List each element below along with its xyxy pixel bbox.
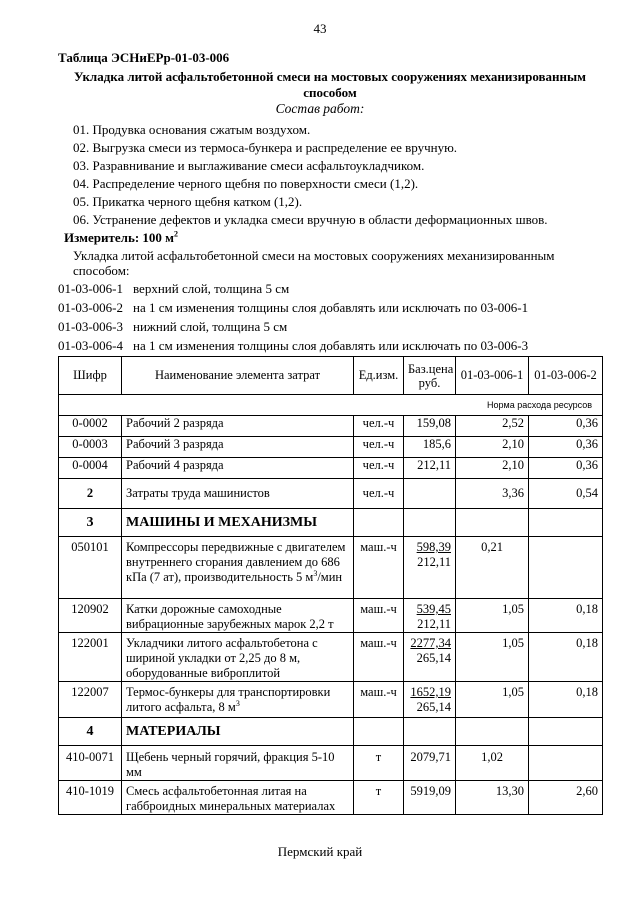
cell-unit: чел.-ч [354, 479, 404, 509]
table-row [59, 682, 603, 718]
cell-variant-2: 0,18 [529, 682, 603, 718]
cell-variant-2: 0,18 [529, 599, 603, 633]
cell-code: 122001 [59, 633, 122, 682]
work-item: 01. Продувка основания сжатым воздухом. [73, 122, 311, 137]
cell-variant-2 [529, 746, 603, 781]
section-row [59, 479, 603, 509]
cell-code: 120902 [59, 599, 122, 633]
cell-variant-2 [529, 537, 603, 599]
cell-price: 185,6 [404, 437, 456, 458]
variant-text: верхний слой, толщина 5 см [133, 281, 290, 296]
header-price: Баз.цена руб. [404, 357, 456, 395]
footer-region: Пермский край [277, 844, 363, 859]
cell-variant-2: 0,18 [529, 633, 603, 682]
section-number: 3 [59, 509, 122, 537]
variant-text: нижний слой, толщина 5 см [133, 319, 288, 334]
cell-unit: чел.-ч [354, 458, 404, 479]
cell-unit: чел.-ч [354, 416, 404, 437]
cell-price: 159,08 [404, 416, 456, 437]
section-name: Затраты труда машинистов [122, 479, 354, 509]
work-item: 06. Устранение дефектов и укладка смеси вручную в области деформационных швов. [73, 212, 548, 227]
variant-code: 01-03-006-3 [58, 319, 123, 334]
works-list [73, 121, 548, 229]
cell-variant-1: 1,05 [456, 633, 529, 682]
cell-unit: маш.-ч [354, 633, 404, 682]
variant-item [58, 336, 528, 355]
cell-code: 122007 [59, 682, 122, 718]
cell-name: Термос-бункеры для транспортировки литого асфальта, 8 $м^3$ [122, 682, 354, 718]
cell-variant-1: 1,05 [456, 682, 529, 718]
cell-price: $\frac{2277,34}{265,14}$ [404, 633, 456, 682]
work-item: 04. Распределение черного щебня по поверхности смеси (1,2). [73, 176, 419, 191]
section-row [59, 509, 603, 537]
cell-variant-2: 2,60 [529, 781, 603, 815]
work-item: 02. Выгрузка смеси из термоса-бункера и распределение ее вручную. [73, 140, 458, 155]
cell-variant-1: 2,52 [456, 416, 529, 437]
cell-unit: т [354, 746, 404, 781]
table-row [59, 746, 603, 781]
cell-variant-1: 3,36 [456, 479, 529, 509]
resource-table [58, 356, 603, 815]
cell-name: Рабочий 3 разряда [122, 437, 354, 458]
cell-code: 0-0004 [59, 458, 122, 479]
cell-variant-2: 0,36 [529, 416, 603, 437]
section-name: МАТЕРИАЛЫ [122, 718, 354, 746]
cell-variant-2: 0,54 [529, 479, 603, 509]
cell-price: 2079,71 [404, 746, 456, 781]
cell-variant-1: 1,02 [456, 746, 529, 781]
variant-text: на 1 см изменения толщины слоя добавлять или исключать по 03-006-3 [133, 338, 529, 353]
cell-price: 212,11 [404, 458, 456, 479]
cell-name: Укладчики литого асфальтобетона с шириной укладки от 2,25 до 8 м, оборудованные виброплитой [122, 633, 354, 682]
cell-variant-2: 0,36 [529, 437, 603, 458]
measure-unit: Измеритель: 100 $м^2$ [64, 229, 179, 245]
measure-description: Укладка литой асфальтобетонной смеси на мостовых сооружениях механизированным способом: [73, 248, 555, 278]
table-row [59, 437, 603, 458]
cell-variant-1: 13,30 [456, 781, 529, 815]
cell-name: Катки дорожные самоходные вибрационные зарубежных марок 2,2 т [122, 599, 354, 633]
section-name: МАШИНЫ И МЕХАНИЗМЫ [122, 509, 354, 537]
cell-name: Компрессоры передвижные с двигателем внутреннего сгорания давлением до 686 кПа (7 ат), производительность 5 $м^3$/мин [122, 537, 354, 599]
cell-unit: маш.-ч [354, 537, 404, 599]
header-variant-2: 01-03-006-2 [529, 357, 603, 395]
cell-variant-2: 0,36 [529, 458, 603, 479]
cell-price: $\frac{598,39}{212,11}$ [404, 537, 456, 599]
cell-price: $\frac{539,45}{212,11}$ [404, 599, 456, 633]
header-unit: Ед.изм. [354, 357, 404, 395]
section-row [59, 718, 603, 746]
cell-code: 410-0071 [59, 746, 122, 781]
header-code: Шифр [59, 357, 122, 395]
cell-unit: т [354, 781, 404, 815]
works-heading: Состав работ: [275, 101, 365, 116]
variant-item [58, 317, 528, 336]
norma-row [59, 395, 603, 416]
cell-code: 0-0002 [59, 416, 122, 437]
cell-name: Рабочий 4 разряда [122, 458, 354, 479]
work-item: 05. Прикатка черного щебня катком (1,2). [73, 194, 303, 209]
cell-variant-1: 0,21 [456, 537, 529, 599]
page-number: 43 [313, 21, 327, 36]
variant-text: на 1 см изменения толщины слоя добавлять или исключать по 03-006-1 [133, 300, 529, 315]
cell-variant-1: 2,10 [456, 437, 529, 458]
work-item: 03. Разравнивание и выглаживание смеси асфальтоукладчиком. [73, 158, 425, 173]
variant-code: 01-03-006-1 [58, 281, 123, 296]
table-row [59, 537, 603, 599]
variants-list [58, 279, 528, 355]
table-header-row [59, 357, 603, 395]
document-subtitle: Укладка литой асфальтобетонной смеси на мостовых сооружениях механизированным способом [73, 69, 587, 100]
cell-name: Смесь асфальтобетонная литая на габброидных минеральных материалах [122, 781, 354, 815]
table-title: Таблица ЭСНиЕРр-01-03-006 [58, 50, 230, 65]
variant-item [58, 298, 528, 317]
cell-unit: маш.-ч [354, 682, 404, 718]
cell-code: 050101 [59, 537, 122, 599]
variant-code: 01-03-006-4 [58, 338, 123, 353]
cell-price: 5919,09 [404, 781, 456, 815]
cell-code: 410-1019 [59, 781, 122, 815]
cell-name: Рабочий 2 разряда [122, 416, 354, 437]
cell-variant-1: 1,05 [456, 599, 529, 633]
cell-variant-1: 2,10 [456, 458, 529, 479]
table-row [59, 599, 603, 633]
header-name: Наименование элемента затрат [122, 357, 354, 395]
cell-name: Щебень черный горячий, фракция 5-10 мм [122, 746, 354, 781]
table-row [59, 781, 603, 815]
table-row [59, 633, 603, 682]
variant-code: 01-03-006-2 [58, 300, 123, 315]
cell-unit: чел.-ч [354, 437, 404, 458]
table-row [59, 416, 603, 437]
header-variant-1: 01-03-006-1 [456, 357, 529, 395]
variant-item [58, 279, 528, 298]
cell-unit: маш.-ч [354, 599, 404, 633]
section-number: 4 [59, 718, 122, 746]
cell-price [404, 479, 456, 509]
cell-code: 0-0003 [59, 437, 122, 458]
table-row [59, 458, 603, 479]
section-number: 2 [59, 479, 122, 509]
norma-label: Норма расхода ресурсов [59, 395, 603, 416]
cell-price: $\frac{1652,19}{265,14}$ [404, 682, 456, 718]
